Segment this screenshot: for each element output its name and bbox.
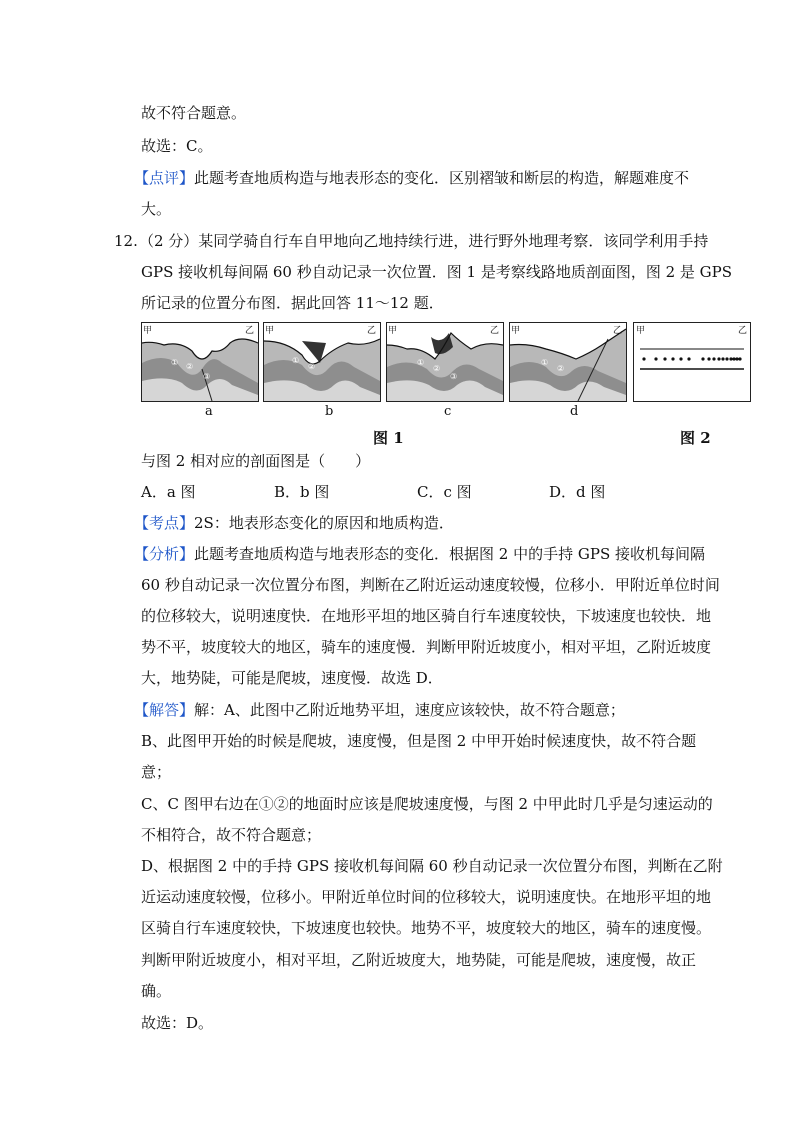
circle-marker: ②	[186, 362, 194, 371]
option-b: B．b 图	[274, 483, 330, 501]
analysis-line: 大，地势陡，可能是爬坡，速度慢．故选 D．	[141, 669, 443, 687]
analysis-line	[134, 544, 705, 564]
analysis-text: 此题考查地质构造与地表形态的变化．根据图 2 中的手持 GPS 接收机每间隔	[194, 545, 705, 563]
knowledge-point-text: 2S：地表形态变化的原因和地质构造．	[194, 514, 454, 532]
jia-label: 甲	[388, 326, 398, 336]
comment-text: 此题考查地质构造与地表形态的变化．区别褶皱和断层的构造，解题难度不	[194, 169, 690, 187]
option-c: C．c 图	[417, 483, 472, 501]
analysis-line: 的位移较大，说明速度快．在地形平坦的地区骑自行车速度较快，下坡速度也较快．地	[141, 607, 712, 625]
yi-label: 乙	[738, 326, 748, 336]
figure-caption-a: a	[205, 404, 213, 419]
circle-marker: ②	[308, 362, 316, 371]
jia-label: 甲	[636, 326, 646, 336]
answer-line: C、C 图甲右边在①②的地面时应该是爬坡速度慢，与图 2 中甲此时几乎是匀速运动的	[141, 795, 713, 813]
question-line: 所记录的位置分布图．据此回答 11～12 题．	[141, 294, 444, 312]
answer-line: 意；	[141, 763, 172, 781]
profile-figure-a	[141, 322, 259, 402]
text-line: 故不符合题意。	[141, 104, 247, 122]
answer-line: D、根据图 2 中的手持 GPS 接收机每间隔 60 秒自动记录一次位置分布图，判断在乙附	[141, 857, 723, 875]
question-stem: 与图 2 相对应的剖面图是（ ）	[141, 452, 371, 470]
circle-marker: ①	[417, 358, 425, 367]
answer-tag: 【解答】	[134, 701, 195, 719]
jia-label: 甲	[143, 326, 153, 336]
profile-figure-b	[263, 322, 381, 402]
answer-line: 不相符合，故不符合题意；	[141, 826, 322, 844]
profile-figure-d	[509, 322, 627, 402]
circle-marker: ①	[171, 358, 179, 367]
jia-label: 甲	[511, 326, 521, 336]
final-answer: 故选：D。	[141, 1014, 214, 1032]
answer-line: B、此图甲开始的时候是爬坡，速度慢，但是图 2 中甲开始时候速度快，故不符合题	[141, 732, 697, 750]
circle-marker: ②	[433, 364, 441, 373]
yi-label: 乙	[245, 326, 255, 336]
circle-marker: ③	[450, 372, 458, 381]
figure-2-label: 图 2	[680, 429, 711, 447]
gps-record-figure	[633, 322, 751, 402]
text-line: 故选：C。	[141, 137, 213, 155]
answer-line: 近运动速度较慢，位移小。甲附近单位时间的位移较大，说明速度快。在地形平坦的地	[141, 888, 712, 906]
figure-caption-b: b	[325, 404, 334, 419]
answer-text: 解：A、此图中乙附近地势平坦，速度应该较快，故不符合题意；	[194, 701, 625, 719]
circle-marker: ①	[541, 358, 549, 367]
comment-line	[134, 168, 689, 188]
figure-caption-c: c	[444, 404, 452, 419]
question-line: （2 分）某同学骑自行车自甲地向乙地持续行进，进行野外地理考察．该同学利用手持	[139, 232, 709, 250]
knowledge-point-tag: 【考点】	[134, 514, 195, 532]
jia-label: 甲	[265, 326, 275, 336]
answer-line: 判断甲附近坡度小，相对平坦，乙附近坡度大，地势陡，可能是爬坡，速度慢，故正	[141, 951, 697, 969]
yi-label: 乙	[613, 326, 623, 336]
analysis-line: 势不平，坡度较大的地区，骑车的速度慢．判断甲附近坡度小，相对平坦，乙附近坡度	[141, 638, 712, 656]
figure-caption-d: d	[570, 404, 579, 419]
option-d: D．d 图	[549, 483, 606, 501]
circle-marker: ①	[292, 356, 300, 365]
knowledge-point-line	[134, 513, 454, 533]
option-a: A．a 图	[141, 483, 196, 501]
figure-1-label: 图 1	[373, 429, 404, 447]
yi-label: 乙	[367, 326, 377, 336]
answer-line: 区骑自行车速度较快，下坡速度也较快。地势不平，坡度较大的地区，骑车的速度慢。	[141, 919, 712, 937]
comment-tag: 【点评】	[134, 169, 195, 187]
circle-marker: ③	[203, 372, 211, 381]
circle-marker: ②	[557, 364, 565, 373]
text-line: 大。	[141, 200, 172, 218]
question-number: 12.	[114, 232, 138, 250]
answer-line: 确。	[141, 982, 172, 1000]
yi-label: 乙	[490, 326, 500, 336]
answer-line	[134, 700, 625, 720]
question-line: GPS 接收机每间隔 60 秒自动记录一次位置．图 1 是考察线路地质剖面图，图 2 是 GPS	[141, 263, 733, 281]
analysis-tag: 【分析】	[134, 545, 195, 563]
profile-figure-c	[386, 322, 504, 402]
analysis-line: 60 秒自动记录一次位置分布图，判断在乙附近运动速度较慢，位移小．甲附近单位时间	[141, 576, 720, 594]
